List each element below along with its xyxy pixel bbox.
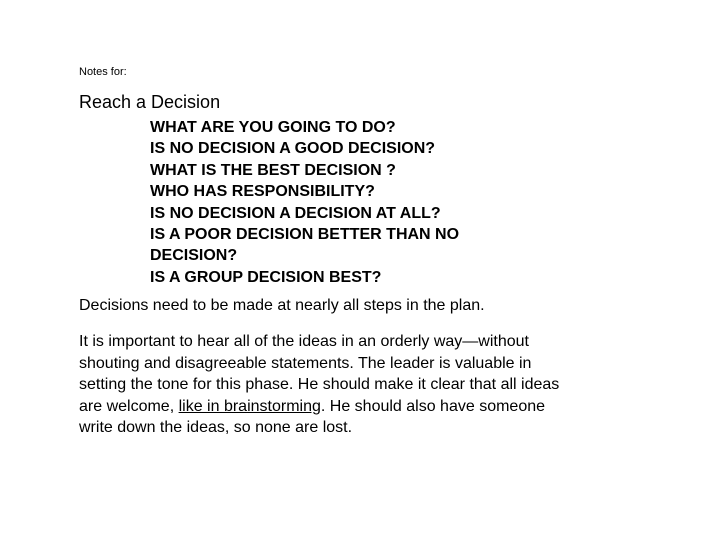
question-item: IS NO DECISION A DECISION AT ALL?: [150, 204, 441, 222]
notes-label: Notes for:: [79, 66, 127, 78]
brainstorming-text: like in brainstorming: [178, 397, 321, 415]
question-item: IS A GROUP DECISION BEST?: [150, 268, 382, 286]
question-list: [150, 117, 530, 288]
page-title: Reach a Decision: [79, 92, 221, 112]
question-item: WHAT IS THE BEST DECISION ?: [150, 161, 396, 179]
question-item: WHO HAS RESPONSIBILITY?: [150, 183, 375, 201]
question-item: IS A POOR DECISION BETTER THAN NO DECISION?: [150, 226, 460, 265]
body-paragraph-1: Decisions need to be made at nearly all steps in the plan.: [79, 297, 485, 314]
question-item: IS NO DECISION A GOOD DECISION?: [150, 140, 436, 158]
question-item: WHAT ARE YOU GOING TO DO?: [150, 119, 396, 136]
paragraph-text: . He should also have someone write down the ideas, so none are lost.: [79, 397, 546, 437]
body-paragraph-2: [79, 331, 579, 439]
paragraph-text: It is important to hear all of the ideas in an orderly way—without shouting and disagreeable statements. The leader is valuable in setting the tone for this phase. He should make it clear that all ideas are welcome,: [79, 333, 560, 415]
